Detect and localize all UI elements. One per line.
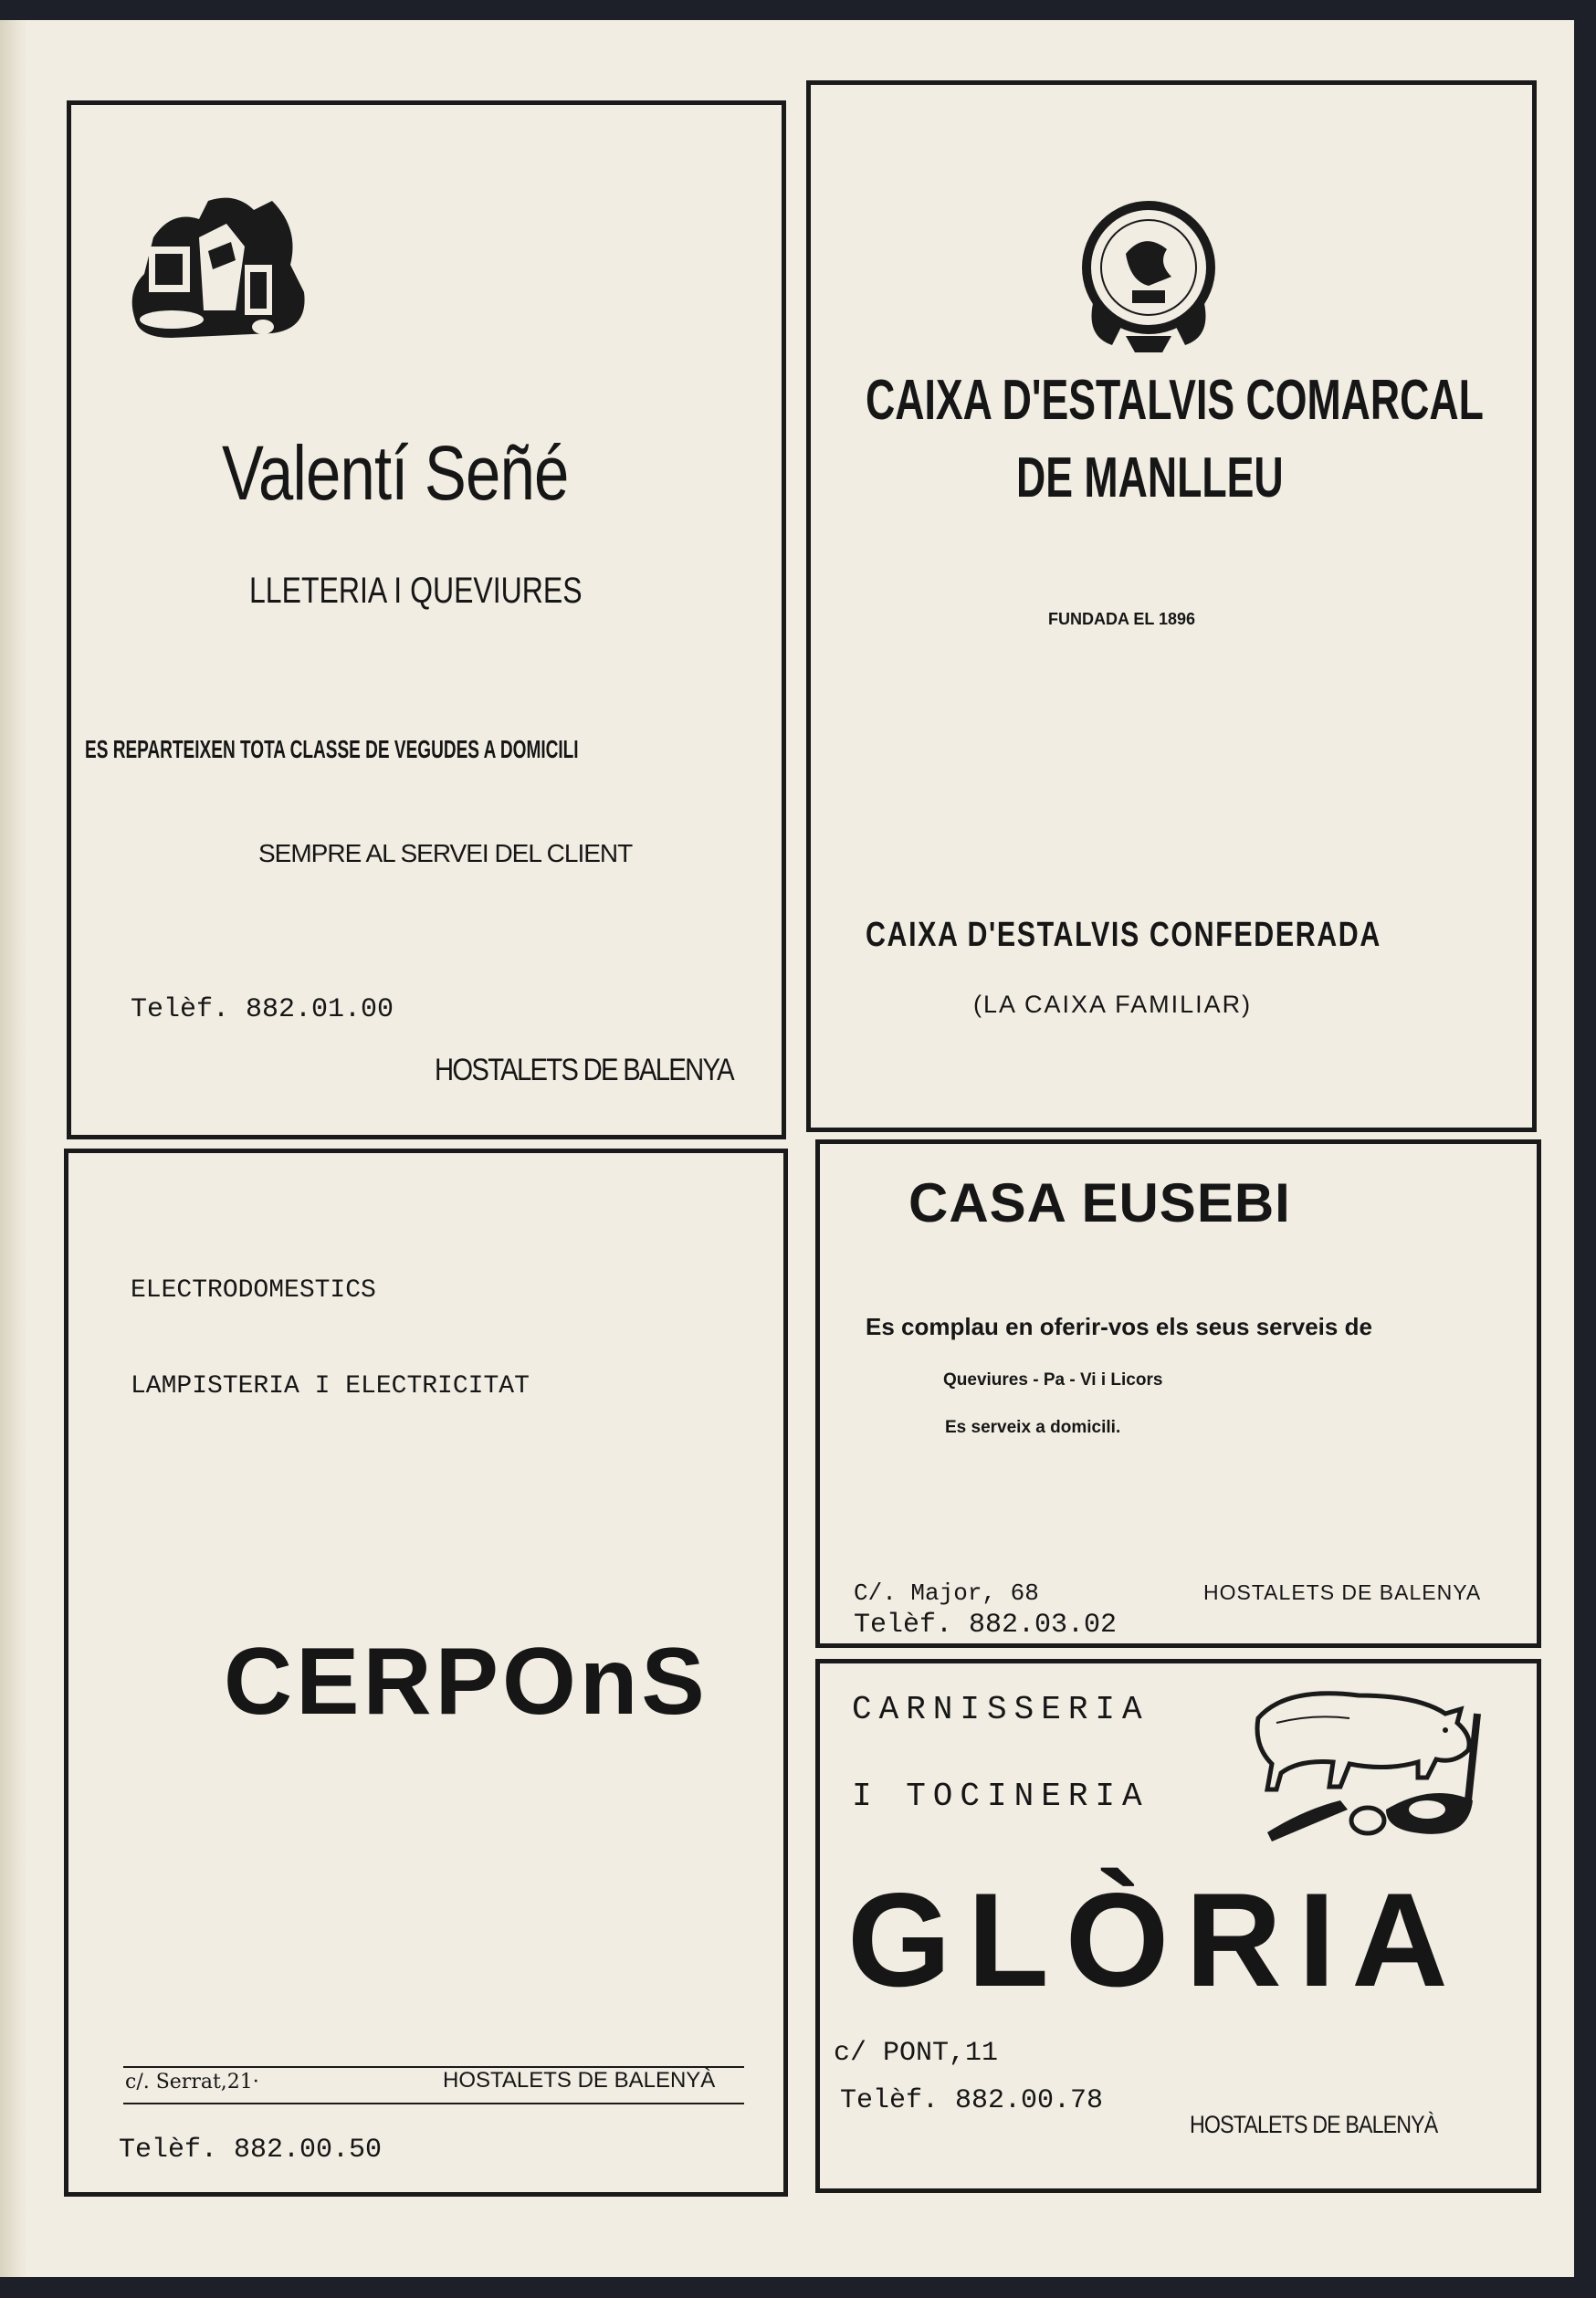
address-rule-bottom	[123, 2103, 744, 2104]
town-name: HOSTALETS DE BALENYÀ	[443, 2068, 716, 2093]
business-name: GLÒRIA	[847, 1865, 1465, 2014]
ad-caixa-manlleu	[806, 80, 1537, 1132]
category-line1: ELECTRODOMESTICS	[131, 1276, 376, 1305]
town-name: HOSTALETS DE BALENYÀ	[1190, 2111, 1438, 2138]
business-name: Valentí Señé	[222, 430, 569, 516]
phone-number: Telèf. 882.01.00	[131, 994, 394, 1025]
business-subtitle: LLETERIA I QUEVIURES	[249, 571, 583, 611]
phone-number: Telèf. 882.03.02	[854, 1610, 1118, 1641]
confederation-name: CAIXA D'ESTALVIS CONFEDERADA	[866, 916, 1381, 954]
ad-gloria	[815, 1659, 1541, 2193]
business-name: CERPOnS	[224, 1629, 709, 1735]
street-address: c/. Serrat,21·	[125, 2071, 259, 2093]
phone-number: Telèf. 882.00.50	[119, 2135, 383, 2166]
ad-cerpons	[64, 1149, 788, 2197]
services-intro: Es complau en oferir-vos els seus serveis de	[866, 1313, 1372, 1340]
page-spine-shadow	[0, 20, 27, 2277]
town-name: HOSTALETS DE BALENYA	[1203, 1580, 1482, 1604]
phone-number: Telèf. 882.00.78	[840, 2085, 1104, 2116]
bank-title-line2: DE MANLLEU	[1016, 446, 1284, 509]
ad-casa-eusebi	[815, 1139, 1541, 1648]
business-name: CASA EUSEBI	[908, 1172, 1291, 1233]
bank-title-line1: CAIXA D'ESTALVIS COMARCAL	[866, 369, 1484, 432]
services-list: Queviures - Pa - Vi i Licors	[943, 1370, 1163, 1390]
pig-and-ham-icon	[1249, 1673, 1496, 1855]
grocery-still-life-icon	[117, 183, 318, 347]
street-address: c/ PONT,11	[834, 2038, 999, 2069]
category-line1: CARNISSERIA	[852, 1691, 1150, 1728]
caixa-emblem-icon	[1076, 199, 1222, 354]
category-line2: I TOCINERIA	[852, 1778, 1150, 1815]
service-line: SEMPRE AL SERVEI DEL CLIENT	[258, 839, 633, 867]
ad-valenti-sene	[67, 100, 786, 1139]
street-address: C/. Major, 68	[854, 1579, 1039, 1607]
town-name: HOSTALETS DE BALENYA	[435, 1053, 733, 1087]
category-line2: LAMPISTERIA I ELECTRICITAT	[131, 1372, 530, 1401]
delivery-line: ES REPARTEIXEN TOTA CLASSE DE VEGUDES A DOMICILI	[85, 735, 579, 763]
confederation-subtitle: (LA CAIXA FAMILIAR)	[973, 991, 1253, 1018]
founded-year: FUNDADA EL 1896	[1048, 610, 1196, 628]
delivery-note: Es serveix a domicili.	[945, 1418, 1121, 1437]
